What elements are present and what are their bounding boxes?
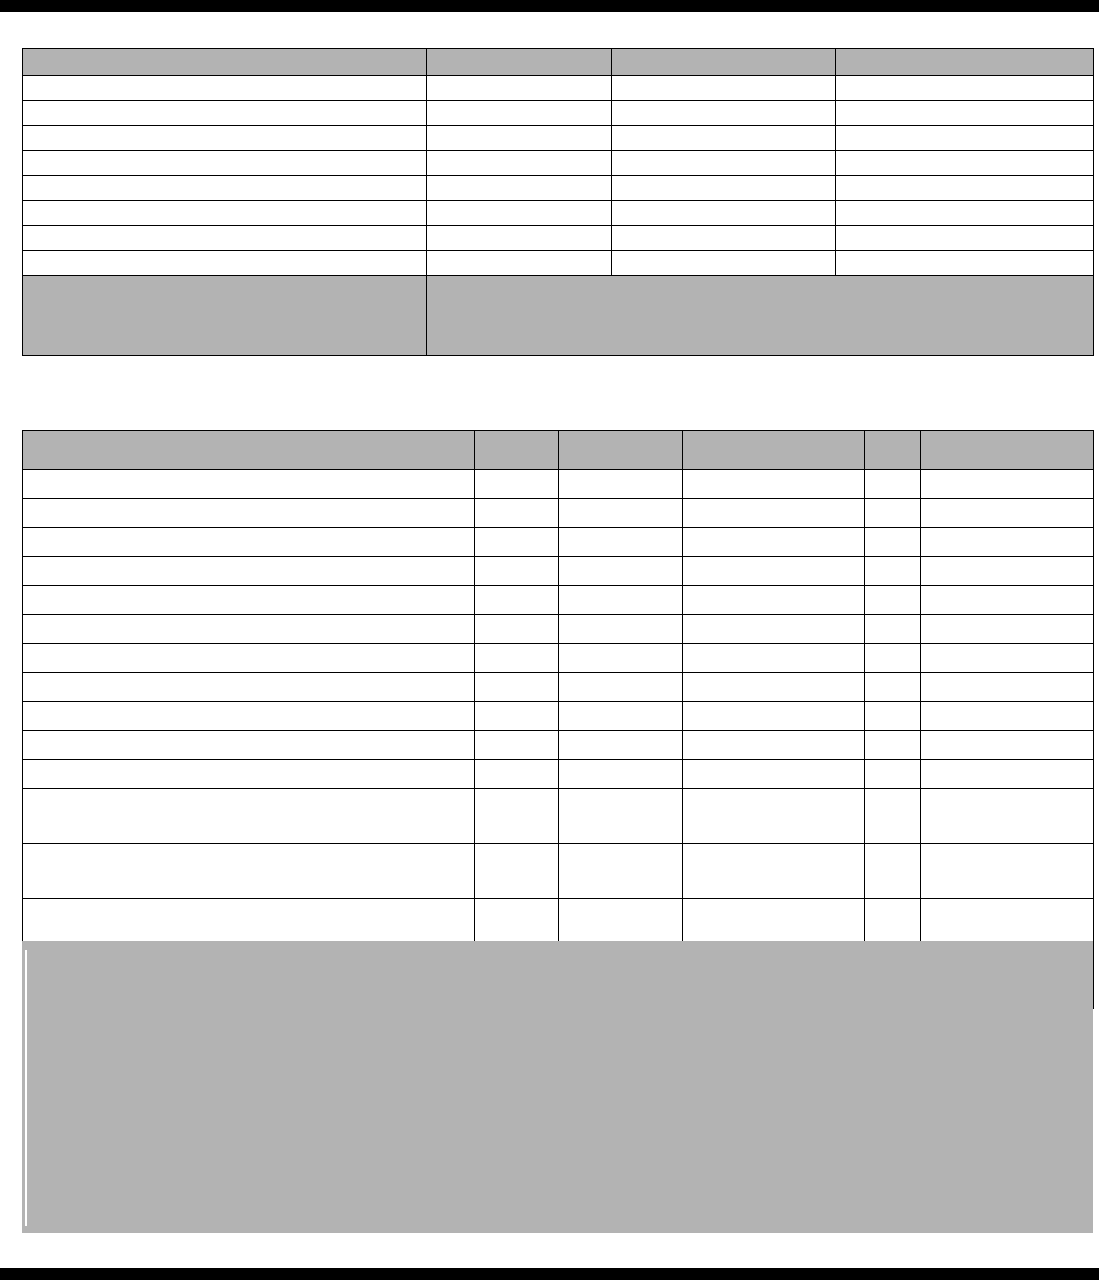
table-two-cell [921, 673, 1094, 702]
table-one-cell [23, 251, 427, 276]
table-two-cell [683, 702, 865, 731]
table-row [23, 470, 1094, 499]
table-one-cell [23, 76, 427, 101]
table-header-row [23, 431, 1094, 470]
table-two-cell [23, 673, 475, 702]
table-two-cell [921, 615, 1094, 644]
table-two-header-cell-3 [683, 431, 865, 470]
table-two-cell [23, 586, 475, 615]
table-one-cell [836, 176, 1094, 201]
table-one-cell [23, 151, 427, 176]
table-two-cell [865, 702, 921, 731]
table-one-cell [427, 101, 612, 126]
table-one-cell [427, 251, 612, 276]
table-two-cell [865, 499, 921, 528]
table-row [23, 844, 1094, 899]
table-two-cell [683, 586, 865, 615]
table-one-cell [836, 126, 1094, 151]
table-row [23, 201, 1094, 226]
table-one-cell [612, 126, 836, 151]
table-two-cell [475, 702, 559, 731]
table-row [23, 760, 1094, 789]
table-two-cell [683, 499, 865, 528]
table-two-cell [475, 789, 559, 844]
table-two-cell [559, 760, 683, 789]
table-two-cell [23, 702, 475, 731]
table-row [23, 499, 1094, 528]
note-text-cell [427, 276, 1094, 356]
table-row [23, 251, 1094, 276]
table-two-cell [865, 760, 921, 789]
table-two-cell [921, 644, 1094, 673]
table-one-cell [612, 76, 836, 101]
table-two-cell [23, 499, 475, 528]
table-row [23, 586, 1094, 615]
table-two-cell [23, 557, 475, 586]
table-two-cell [559, 844, 683, 899]
table-one-cell [836, 226, 1094, 251]
table-two-cell [865, 789, 921, 844]
table-two-header-cell-0 [23, 431, 475, 470]
table-one-cell [427, 151, 612, 176]
table-row [23, 702, 1094, 731]
table-row [23, 76, 1094, 101]
table-two-header-cell-5 [921, 431, 1094, 470]
table-two-cell [683, 615, 865, 644]
table-two-cell [23, 760, 475, 789]
table-two-cell [559, 789, 683, 844]
footnote-text [23, 942, 1092, 962]
table-one-header-cell-3 [836, 49, 1094, 76]
table-row [23, 615, 1094, 644]
table-two-header-cell-2 [559, 431, 683, 470]
table-row [23, 557, 1094, 586]
table-one-cell [612, 201, 836, 226]
table-two-cell [921, 586, 1094, 615]
table-row [23, 101, 1094, 126]
table-one-cell [427, 201, 612, 226]
table-one-header-cell-1 [427, 49, 612, 76]
table-two-cell [559, 644, 683, 673]
table-one-header-cell-0 [23, 49, 427, 76]
table-two-cell [683, 673, 865, 702]
table-one-cell [836, 76, 1094, 101]
table-two-cell [559, 673, 683, 702]
table-two-cell [683, 557, 865, 586]
note-label-cell [23, 276, 427, 356]
table-two-cell [921, 789, 1094, 844]
table-two-cell [865, 844, 921, 899]
table-row [23, 126, 1094, 151]
table-two-cell [865, 644, 921, 673]
table-row [23, 528, 1094, 557]
table-one-cell [23, 176, 427, 201]
table-two-cell [865, 470, 921, 499]
table-one-note-row [23, 276, 1094, 356]
table-one-cell [612, 251, 836, 276]
table-one-cell [427, 176, 612, 201]
table-two-cell [921, 760, 1094, 789]
table-two-cell [559, 557, 683, 586]
table-one-cell [23, 201, 427, 226]
table-two-header-cell-4 [865, 431, 921, 470]
footnote-left-rule [25, 950, 27, 1226]
table-one-cell [836, 201, 1094, 226]
table-two-cell [559, 499, 683, 528]
table-two-cell [475, 731, 559, 760]
table-two-cell [559, 586, 683, 615]
table-two-cell [475, 557, 559, 586]
table-two-cell [921, 470, 1094, 499]
table-two-cell [865, 557, 921, 586]
table-row [23, 176, 1094, 201]
table-one-cell [612, 101, 836, 126]
table-two-cell [921, 702, 1094, 731]
table-two-cell [475, 760, 559, 789]
table-row [23, 151, 1094, 176]
table-one-cell [612, 176, 836, 201]
table-two-cell [475, 470, 559, 499]
table-one-cell [427, 76, 612, 101]
table-two-cell [683, 789, 865, 844]
table-one-cell [23, 126, 427, 151]
table-one-cell [836, 101, 1094, 126]
table-two-cell [559, 731, 683, 760]
table-two-cell [475, 844, 559, 899]
table-two-cell [683, 644, 865, 673]
table-row [23, 789, 1094, 844]
bottom-rule [0, 1268, 1099, 1280]
table-row [23, 226, 1094, 251]
table-one-cell [612, 226, 836, 251]
table-two-cell [865, 586, 921, 615]
table-two-cell [559, 615, 683, 644]
table-two-cell [921, 557, 1094, 586]
table-two-cell [683, 470, 865, 499]
table-two-cell [559, 528, 683, 557]
table-two-cell [475, 499, 559, 528]
table-two-cell [475, 644, 559, 673]
top-rule [0, 0, 1099, 12]
table-two-cell [921, 731, 1094, 760]
table-one-cell [427, 126, 612, 151]
table-two-cell [683, 731, 865, 760]
table-two-cell [921, 528, 1094, 557]
table-two-cell [559, 702, 683, 731]
table-two-cell [23, 528, 475, 557]
table-one-cell [23, 101, 427, 126]
table-two-cell [559, 470, 683, 499]
table-two-cell [475, 528, 559, 557]
specification-table [22, 48, 1093, 356]
table-two-cell [921, 499, 1094, 528]
table-one-cell [836, 251, 1094, 276]
table-two-cell [865, 528, 921, 557]
table-two-cell [475, 615, 559, 644]
table-two-cell [921, 844, 1094, 899]
table-two-cell [23, 470, 475, 499]
table-row [23, 644, 1094, 673]
table-row [23, 731, 1094, 760]
table-two-cell [23, 844, 475, 899]
table-header-row [23, 49, 1094, 76]
table-row [23, 673, 1094, 702]
table-one-cell [612, 151, 836, 176]
table-one-cell [836, 151, 1094, 176]
table-two-cell [865, 673, 921, 702]
table-two-cell [683, 844, 865, 899]
table-two-header-cell-1 [475, 431, 559, 470]
table-one-cell [23, 226, 427, 251]
data-table [22, 430, 1093, 1009]
table-two-cell [23, 644, 475, 673]
table-two-cell [683, 528, 865, 557]
table-two-cell [23, 731, 475, 760]
table-two-cell [23, 615, 475, 644]
table-two-cell [865, 615, 921, 644]
table-one-header-cell-2 [612, 49, 836, 76]
table-two-cell [475, 673, 559, 702]
table-two-cell [475, 586, 559, 615]
table-two-cell [23, 789, 475, 844]
table-two-cell [683, 760, 865, 789]
table-one-cell [427, 226, 612, 251]
footnote-block [22, 941, 1093, 1233]
table-two-cell [865, 731, 921, 760]
